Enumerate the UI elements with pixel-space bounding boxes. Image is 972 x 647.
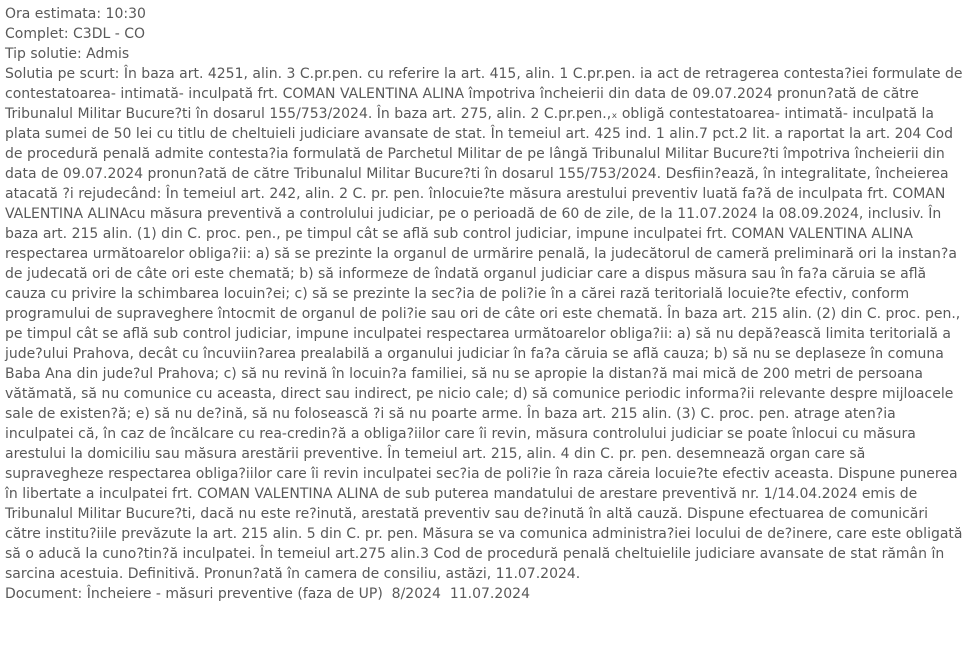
field-tip-solutie: Tip solutie: Admis <box>5 46 130 62</box>
field-document: Document: Încheiere - măsuri preventive (faza de UP) 8/2024 11.07.2024 <box>5 586 530 602</box>
field-complet: Complet: C3DL - CO <box>5 26 146 42</box>
field-solutia-pe-scurt: Solutia pe scurt: În baza art. 4251, alin. 3 C.pr.pen. cu referire la art. 415, alin. 1 C.pr.pen. ia act de retragerea contesta?iei formulate de contestatoarea- intimată- inculpată frt. COMAN VALENTINA ALINA împotriva încheierii din data de 09.07.2024 pronun?ată de către Tribunalul Militar Bucure?ti în dosarul 155/753/2024. În baza art. 275, alin. 2 C.pr.pen.,ₓ obligă contestatoarea- intimată- inculpată la plata sumei de 50 lei cu titlu de cheltuieli judiciare avansate de stat. În temeiul art. 425 ind. 1 alin.7 pct.2 lit. a raportat la art. 204 Cod de procedură penală admite contesta?ia formulată de Parchetul Militar de pe lângă Tribunalul Militar Bucure?ti împotriva încheierii din data de 09.07.2024 pronun?ată de către Tribunalul Militar Bucure?ti în dosarul 155/753/2024. Desfiin?ează, în integralitate, încheierea atacată ?i rejudecând: În temeiul art. 242, alin. 2 C. pr. pen. înlocuie?te măsura arestului preventiv luată fa?ă de inculpata frt. COMAN VALENTINA ALINAcu măsura preventivă a controlului judiciar, pe o perioadă de 60 de zile, de la 11.07.2024 la 08.09.2024, inclusiv. În baza art. 215 alin. (1) din C. proc. pen., pe timpul cât se află sub control judiciar, impune inculpatei frt. COMAN VALENTINA ALINA respectarea următoarelor obliga?ii: a) să se prezinte la organul de urmărire penală, la judecătorul de cameră preliminară ori la instan?a de judecată ori de câte ori este chemată; b) să informeze de îndată organul judiciar care a dispus măsura sau în fa?a căruia se află cauza cu privire la schimbarea locuin?ei; c) să se prezinte la sec?ia de poli?ie în a cărei rază teritorială locuie?te efectiv, conform programului de supraveghere întocmit de organul de poli?ie sau ori de câte ori este chemată. În baza art. 215 alin. (2) din C. proc. pen., pe timpul cât se află sub control judiciar, impune inculpatei respectarea următoarelor obliga?ii: a) să nu depă?ească limita teritorială a jude?ului Prahova, decât cu încuviin?area prealabilă a organului judiciar în fa?a căruia se află cauza; b) să nu se deplaseze în comuna Baba Ana din jude?ul Prahova; c) să nu revină în locuin?a familiei, să nu se apropie la distan?ă mai mică de 200 metri de persoana vătămată, să nu comunice cu aceasta, direct sau indirect, pe nicio cale; d) să comunice periodic informa?ii relevante despre mijloacele sale de existen?ă; e) să nu de?ină, să nu folosească ?i să nu poarte arme. În baza art. 215 alin. (3) C. proc. pen. atrage aten?ia inculpatei că, în caz de încălcare cu rea-credin?ă a obliga?iilor care îi revin, măsura controlului judiciar se poate înlocui cu măsura arestului la domiciliu sau măsura arestării preventive. În temeiul art. 215, alin. 4 din C. pr. pen. desemnează organ care să supravegheze respectarea obliga?iilor care îi revin inculpatei sec?ia de poli?ie în raza căreia locuie?te efectiv aceasta. Dispune punerea în libertate a inculpatei frt. COMAN VALENTINA ALINA de sub puterea mandatului de arestare preventivă nr. 1/14.04.2024 emis de Tribunalul Militar Bucure?ti, dacă nu este re?inută, arestată preventiv sau de?inută în altă cauză. Dispune efectuarea de comunicări către institu?iile prevăzute la art. 215 alin. 5 din C. pr. pen. Măsura se va comunica administra?iei locului de de?inere, care este obligată să o aducă la cuno?tin?ă inculpatei. În temeiul art.275 alin.3 Cod de procedură penală cheltuielile judiciare avansate de stat rămân în sarcina acestuia. Definitivă. Pronun?ată în camera de consiliu, astăzi, 11.07.2024. <box>5 66 967 582</box>
field-ora-estimata: Ora estimata: 10:30 <box>5 6 146 22</box>
